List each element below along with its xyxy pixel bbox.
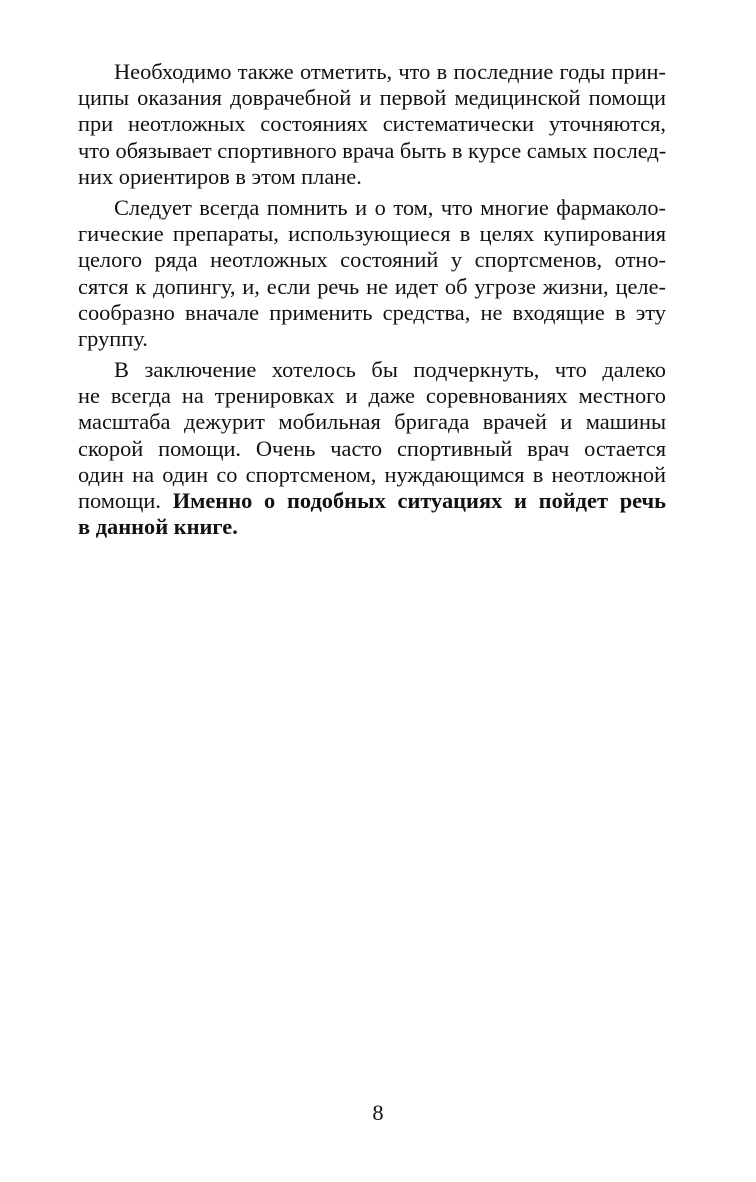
text-line: скорой помощи. Очень часто спортивный врач остается (78, 435, 666, 461)
text-line: целого ряда неотложных состояний у спортсменов, отно- (78, 247, 666, 273)
text-line: них ориентиров в этом плане. (78, 163, 362, 189)
text-line: Следует всегда помнить и о том, что многие фармаколо- (114, 194, 666, 220)
text-line: В заключение хотелось бы подчеркнуть, что далеко (114, 357, 666, 383)
text-line: сообразно вначале применить средства, не входящие в эту (78, 299, 666, 325)
bold-emphasis-text: Именно о подобных ситуациях и пойдет речь (172, 488, 666, 513)
text-line: сятся к допингу, и, если речь не идет об угрозе жизни, целе- (78, 273, 666, 299)
text-line: группу. (78, 325, 148, 351)
paragraph-3 (78, 357, 666, 540)
plain-text: помощи. (78, 488, 173, 513)
body-text (78, 59, 666, 540)
text-line-mixed (78, 488, 666, 514)
text-line: гические препараты, использующиеся в целях купирования (78, 221, 666, 247)
page-number: 8 (372, 1100, 384, 1125)
text-line: ципы оказания доврачебной и первой медицинской помощи (78, 85, 666, 111)
paragraph-1 (78, 59, 666, 190)
text-line: масштаба дежурит мобильная бригада врачей и машины (78, 409, 666, 435)
text-line: не всегда на тренировках и даже соревнованиях местного (78, 383, 666, 409)
text-line: один на один со спортсменом, нуждающимся в неотложной (78, 461, 666, 487)
bold-emphasis-line: в данной книге. (78, 514, 238, 540)
text-line: при неотложных состояниях систематически уточняются, (78, 111, 666, 137)
paragraph-2 (78, 195, 666, 352)
text-line: Необходимо также отметить, что в последние годы прин- (114, 59, 666, 84)
text-line: что обязывает спортивного врача быть в курсе самых послед- (78, 137, 667, 163)
